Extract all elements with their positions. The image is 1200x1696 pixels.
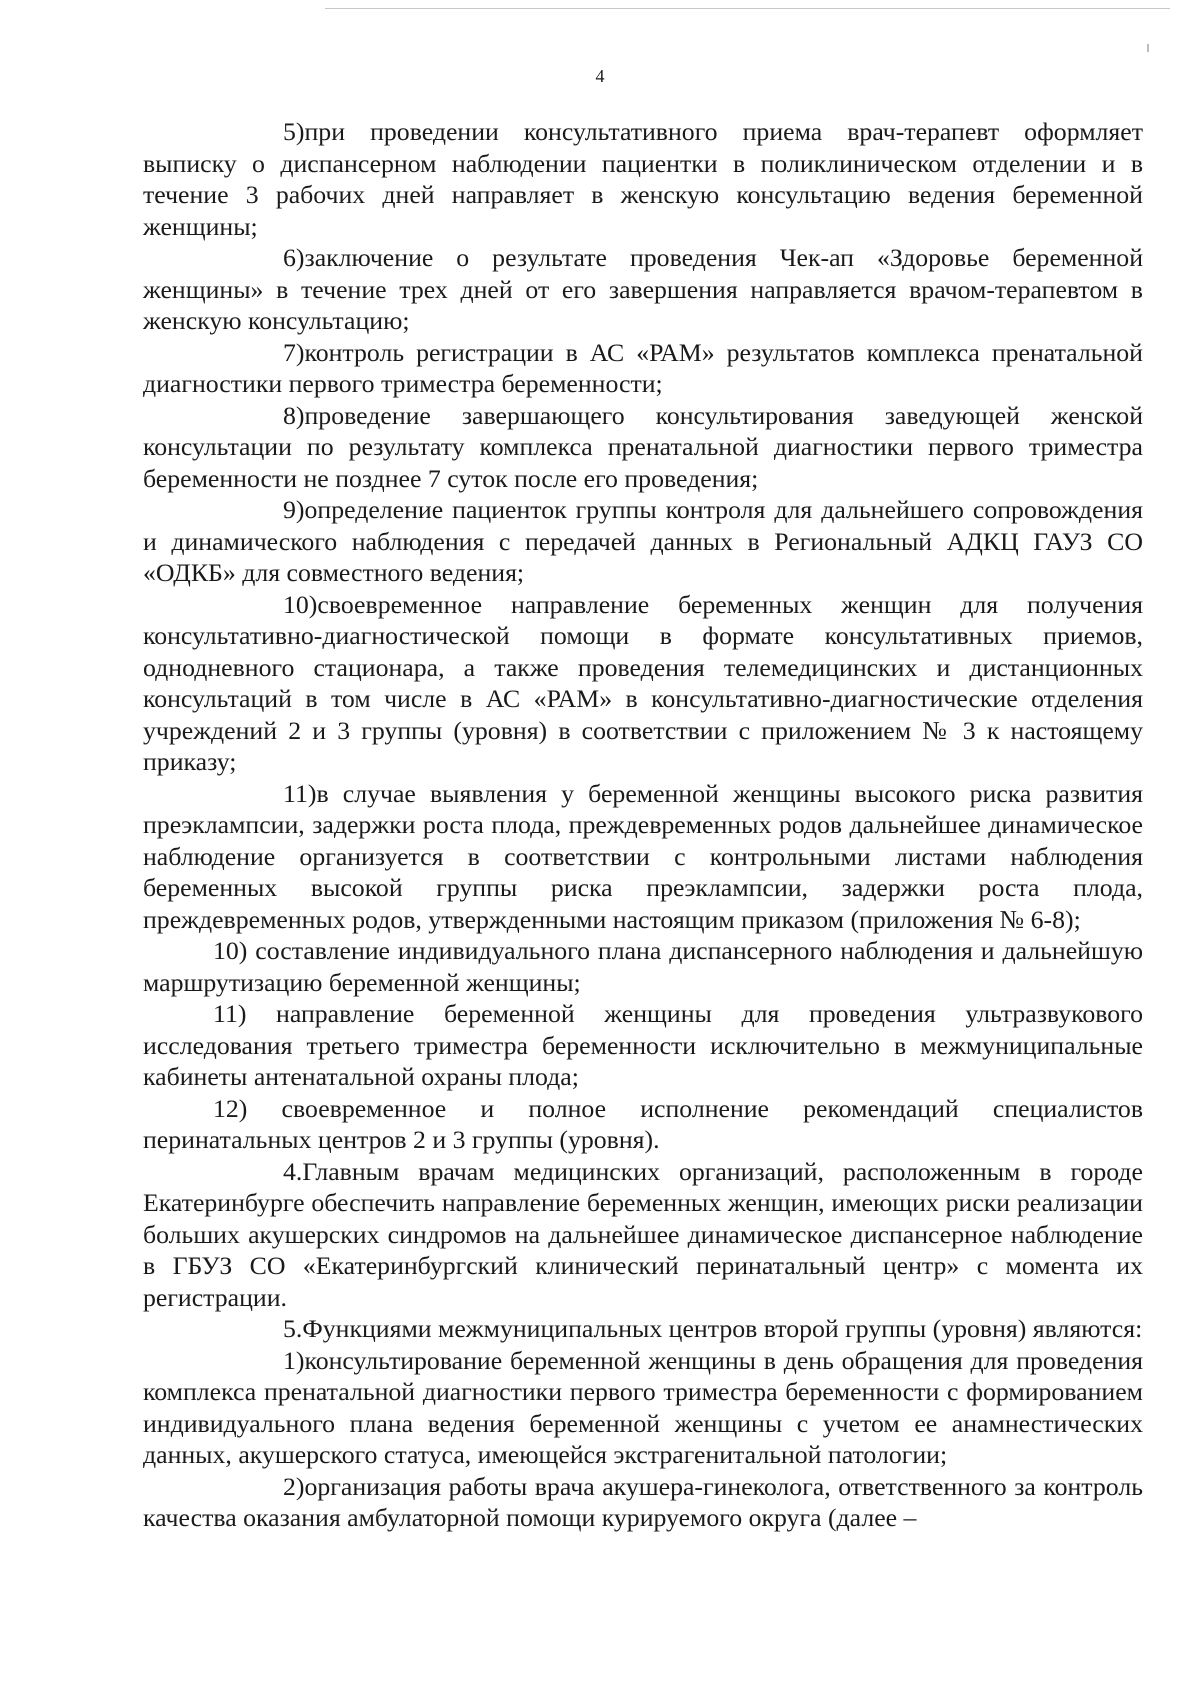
item-text: консультирование беременной женщины в день обращения для проведения комплекса пренатальной диагностики первого триместра беременности с формированием индивидуального плана ведения беременной женщины с учетом ее анамнестических данных, акушерского статуса, имеющейся экстрагенитальной патологии; — [143, 1345, 1143, 1469]
paragraph-item-11b — [143, 998, 1143, 1093]
item-text: заключение о результате проведения Чек-ап «Здоровье беременной женщины» в течение трех дней от его завершения направляется врачом-терапевтом в женскую консультацию; — [143, 243, 1143, 335]
paragraph-section-4 — [143, 1156, 1143, 1314]
paragraph-item-12 — [143, 1093, 1143, 1156]
item-number: 10) — [283, 589, 318, 619]
item-text: проведение завершающего консультирования заведующей женской консультации по результату комплекса пренатальной диагностики первого триместра беременности не позднее 7 суток после его проведения; — [143, 400, 1143, 493]
item-text: 12) своевременное и полное исполнение рекомендаций специалистов перинатальных центров 2 и 3 группы (уровня). — [143, 1093, 1143, 1154]
item-text: 11) направление беременной женщины для проведения ультразвукового исследования третьего триместра беременности исключительно в межмуниципальные кабинеты антенатальной охраны плода; — [143, 999, 1143, 1091]
item-number: 2) — [283, 1471, 305, 1501]
item-text: в случае выявления у беременной женщины высокого риска развития преэклампсии, задержки роста плода, преждевременных родов дальнейшее динамическое наблюдение организуется в соответствии с контрольными листами наблюдения беременных высокой группы риска преэклампсии, задержки роста плода, преждевременных родов, утвержденными настоящим приказом (приложения № 6-8); — [143, 778, 1143, 934]
page-number: 4 — [595, 66, 605, 86]
section-number: 5. — [283, 1314, 303, 1343]
scan-mark — [1147, 44, 1149, 52]
paragraph-item-11 — [143, 778, 1143, 936]
paragraph-item-10 — [143, 589, 1143, 778]
item-text: при проведении консультативного приема врач-терапевт оформляет выписку о диспансерном наблюдении пациентки в поликлиническом отделении и в течение 3 рабочих дней направляет в женскую консультацию ведения беременной женщины; — [143, 117, 1143, 241]
item-text: определение пациенток группы контроля для дальнейшего сопровождения и динамического наблюдения с передачей данных в Региональный АДКЦ ГАУЗ СО «ОДКБ» для совместного ведения; — [143, 495, 1143, 587]
section-number: 4. — [283, 1156, 303, 1186]
item-number: 1) — [283, 1345, 305, 1375]
item-text: организация работы врача акушера-гинеколога, ответственного за контроль качества оказания амбулаторной помощи курируемого округа (далее – — [143, 1471, 1143, 1532]
paragraph-item-8 — [143, 400, 1143, 495]
item-text: контроль регистрации в АС «РАМ» результатов комплекса пренатальной диагностики первого триместра беременности; — [143, 337, 1143, 398]
paragraph-item-10b — [143, 935, 1143, 998]
item-number: 5) — [283, 117, 305, 146]
paragraph-item-5 — [143, 116, 1143, 242]
paragraph-item-1 — [143, 1345, 1143, 1471]
paragraph-section-5 — [143, 1313, 1143, 1345]
item-number: 9) — [283, 495, 305, 524]
section-text: Главным врачам медицинских организаций, расположенным в городе Екатеринбурге обеспечить направление беременных женщин, имеющих риски реализации больших акушерских синдромов на дальнейшее динамическое диспансерное наблюдение в ГБУЗ СО «Екатеринбургский клинический перинатальный центр» с момента их регистрации. — [143, 1156, 1143, 1312]
item-number: 8) — [283, 400, 305, 430]
document-body — [143, 116, 1143, 1534]
item-number: 7) — [283, 337, 305, 367]
section-text: Функциями межмуниципальных центров второй группы (уровня) являются: — [302, 1314, 1143, 1343]
item-text: своевременное направление беременных женщин для получения консультативно-диагностической помощи в формате консультативных приемов, однодневного стационара, а также проведения телемедицинских и дистанционных консультаций в том числе в АС «РАМ» в консультативно-диагностические отделения учреждений 2 и 3 группы (уровня) в соответствии с приложением № 3 к настоящему приказу; — [143, 589, 1143, 776]
item-number: 6) — [283, 243, 305, 272]
paragraph-item-7 — [143, 337, 1143, 400]
item-text: 10) составление индивидуального плана диспансерного наблюдения и дальнейшую маршрутизацию беременной женщины; — [143, 936, 1143, 997]
scan-edge-line — [325, 8, 1170, 9]
paragraph-item-2 — [143, 1471, 1143, 1534]
paragraph-item-6 — [143, 242, 1143, 337]
paragraph-item-9 — [143, 494, 1143, 589]
item-number: 11) — [283, 778, 317, 808]
